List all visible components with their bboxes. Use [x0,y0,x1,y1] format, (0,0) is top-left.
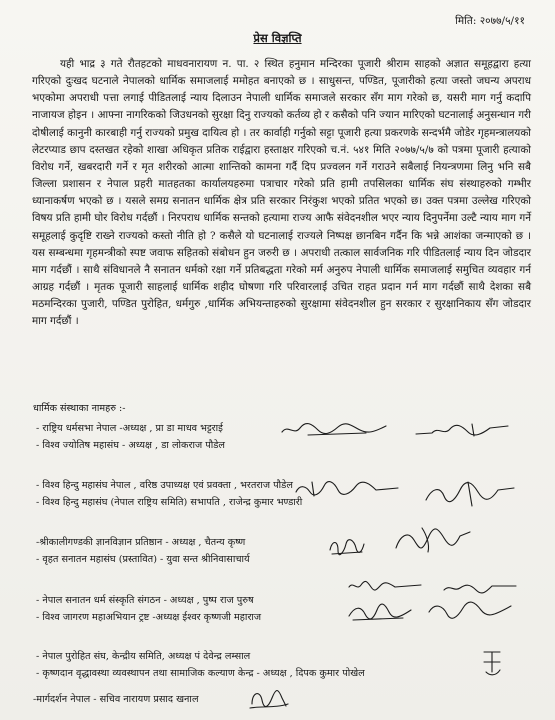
organizations-heading: धार्मिक संस्थाका नामहरु :- [33,403,126,414]
signature-11 [478,644,508,678]
org-line-4: - विश्व हिन्दु महासंघ (नेपाल राष्ट्रिय समिति) सभापति , राजेन्द्र कुमार भण्डारी [36,497,303,508]
signature-12 [246,684,292,712]
signature-6 [392,524,474,556]
body-paragraph: यही भाद्र ३ गते रौतहटको माधवनारायण न. पा. २ स्थित हनुमान मन्दिरका पूजारी श्रीराम साहको अज्ञात समूहद्वारा हत्या गरिएको दुःखद घटनाले नेपालको धार्मिक समाजलाई ममोहत बनाएको छ । साधुसन्त, पण्डित, पूजारीको हत्या जस्तो जघन्य अपराध भएकोमा अपराधी पत्ता लगाई पीडितलाई न्याय दिलाउन नेपाली धार्मिक समाजले सरकार सँग माग गरेको छ, यसरी माग गर्नु कदापि नाजायज होइन । आफ्ना नागरिकको जिउधनको सुरक्षा दिनु राज्यको कर्तव्य हो र कसैको पनि ज्यान मारिएको घटनालाई अनुसन्धान गरी दोषीलाई कानुनी कारबाही गर्नु राज्यको प्रमुख दायित्व हो । तर कार्वाही गर्नुको सट्टा पूजारी हत्या प्रकरणके सन्दर्भमै जोडेर गृहमन्त्रालयको लेटरप्याड छाप दस्तखत रहेको शाखा अधिकृत प्रतिक राईद्वारा हस्ताक्षर गरिएको च.नं. ५४१ मिति २०७७/५/७ को पत्रमा पूजारी हत्याको विरोध गर्ने, खबरदारी गर्ने र मृत शरीरको आत्मा शान्तिको कामना गर्दै दिप प्रज्वलन गर्ने गराउने सबैलाई नियन्त्रणमा लिनु भनि सबै जिल्ला प्रशासन र नेपाल प्रहरी मातहतका कार्यालयहरुमा पत्राचार गरेको प्रति हामी तपसिलका धार्मिक संघ संस्थाहरुको गम्भीर ध्यानाकर्षण भएको छ । यसले समग्र सनातन धार्मिक क्षेत्र प्रति सरकार निरंकुश भएको प्रतित भएको छ। उक्त पत्रमा उल्लेख गरिएको विषय प्रति हामी घोर विरोध गर्दछौं । निरपराध धार्मिक सन्तको हत्यामा राज्य आफै संवेदनशील भएर न्याय दिनुपर्नेमा उल्टै न्याय माग गर्ने समूहलाई कुदृष्टि राख्ने राज्यको कस्तो नीति हो ? कसैले यो घटनालाई राज्यले निष्पक्ष छानबिन गर्दैन कि भन्ने आशंका जन्माएको छ । यस सम्बन्धमा गृहमन्त्रीको स्पष्ट जवाफ सहितको संबोधन हुन जरुरी छ । अपराधी तत्काल सार्वजनिक गरि पीडितलाई न्याय दिन जोडदार माग गर्दछौं । साथै संविधानले नै सनातन धर्मको रक्षा गर्ने प्रतिबद्धता गरेको मर्म अनुरुप नेपाली धार्मिक समाजलाई समुचित व्यवहार गर्न आग्रह गर्दछौं । मृतक पूजारी साहलाई धार्मिक शहीद घोषणा गरि परिवारलाई उचित राहत प्रदान गर्न माग गर्दछौं साथै देशका सबै मठमन्दिरका पुजारी, पण्डित पुरोहित, धर्मगुरु ,धार्मिक अभियन्ताहरुको सुरक्षामा संवेदनशील हुन सरकार र सुरक्षानिकाय सँग जोडदार माग गर्दछौं । [32,58,531,328]
org-line-9: - नेपाल पुरोहित संघ, केन्द्रीय समिति, अध्यक्ष पं देवेन्द्र लम्साल [36,651,251,662]
page-title: प्रेस विज्ञप्ति [253,31,302,45]
signature-5 [326,532,368,558]
signature-1 [278,418,390,440]
signature-2 [412,420,512,442]
org-line-11: -मार्गदर्शन नेपाल - सचिव नारायण प्रसाद खनाल [33,694,199,705]
org-line-2: - विश्व ज्योतिष महासंघ - अध्यक्ष , डा लोकराज पौडेल [36,440,225,451]
org-line-1: - राष्ट्रिय धर्मसभा नेपाल -अध्यक्ष , प्रा डा माधव भट्टराई [36,423,223,434]
signature-10 [425,596,515,622]
org-line-5: -श्रीकालीगण्डकी ज्ञानविज्ञान प्रतिष्ठान - अध्यक्ष , चैतन्य कृष्ण [36,537,246,548]
org-line-7: - नेपाल सनातन धर्म संस्कृति संगठन - अध्यक्ष , पुष्प राज पुरुष [36,595,254,606]
press-release-body [32,56,531,331]
signature-4 [420,478,520,508]
signature-9 [345,598,415,624]
org-line-8: - विश्व जागरण महाअभियान ट्रष्ट -अध्यक्ष ईश्वर कृष्णजी महाराज [36,612,262,623]
date-line: मिति: २०७७/५/११ [455,15,525,27]
org-line-10: - कृष्णदान वृद्धावस्था व्यवस्थापन तथा सामाजिक कल्याण केन्द्र - अध्यक्ष , दिपक कुमार पोखेल [36,668,365,679]
signature-8 [440,578,520,598]
org-line-6: - वृहत सनातन महासंघ (प्रस्तावित) - युवा सन्त श्रीनिवासाचार्य [36,554,250,565]
org-line-3: - विश्व हिन्दु महासंघ नेपाल , वरिष्ठ उपाध्यक्ष एवं प्रवक्ता , भरतराज पौडेल [36,480,293,491]
signature-3 [292,476,404,500]
signature-7 [345,575,425,595]
